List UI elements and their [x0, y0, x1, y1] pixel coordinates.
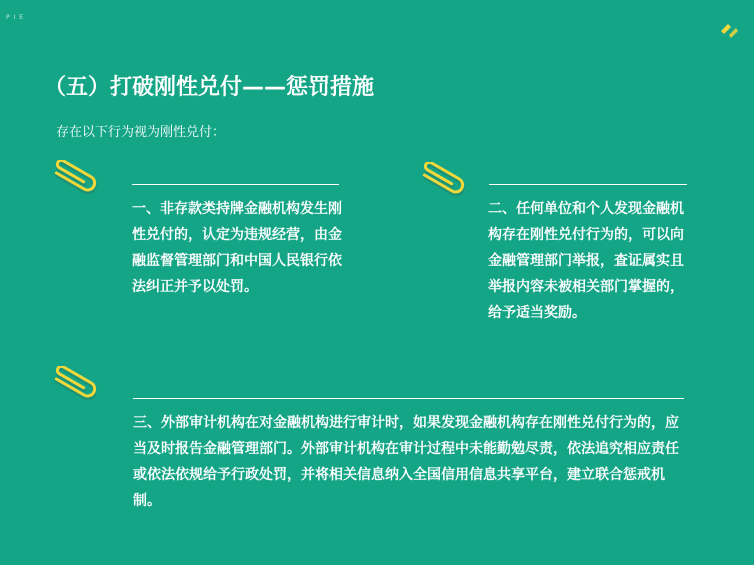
measure-item-1: 一、非存款类持牌金融机构发生刚性兑付的，认定为违规经营，由金融监督管理部门和中国人民银行依法纠正并予以处罚。	[132, 201, 342, 295]
divider	[133, 398, 684, 399]
paperclip-icon	[412, 162, 468, 206]
corner-mark: P I E	[6, 14, 24, 21]
divider	[489, 184, 687, 185]
measure-item-2: 二、任何单位和个人发现金融机构存在刚性兑付行为的，可以向金融管理部门举报，查证属实且举报内容未被相关部门掌握的，给予适当奖励。	[488, 201, 684, 321]
page-subtitle: 存在以下行为视为刚性兑付：	[56, 125, 226, 140]
page-title: （五）打破刚性兑付——惩罚措施	[44, 75, 375, 100]
logo-icon	[719, 22, 739, 38]
measure-item-3: 三、外部审计机构在对金融机构进行审计时，如果发现金融机构存在刚性兑付行为的，应当及时报告金融管理部门。外部审计机构在审计过程中未能勤勉尽责，依法追究相应责任或依法依规给予行政处罚，并将相关信息纳入全国信用信息共享平台，建立联合惩戒机制。	[133, 415, 679, 509]
paperclip-icon	[44, 366, 100, 410]
paperclip-icon	[44, 160, 100, 204]
divider	[132, 184, 339, 185]
